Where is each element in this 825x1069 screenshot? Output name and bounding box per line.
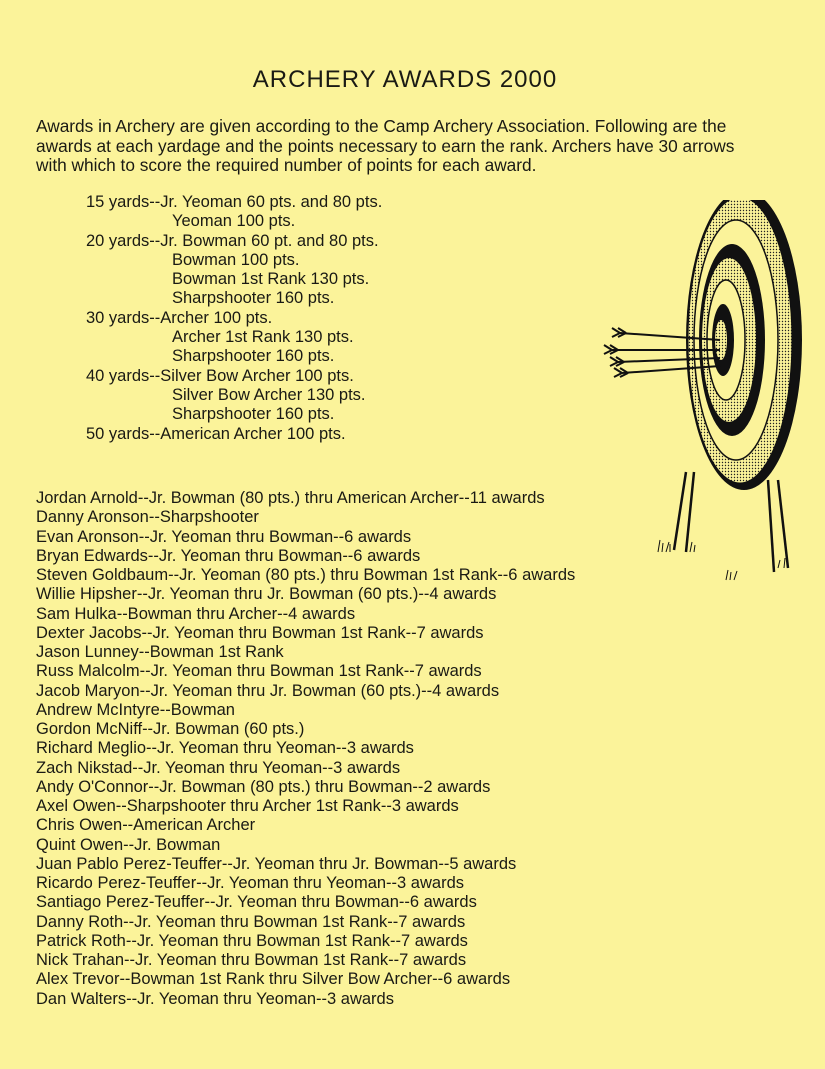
yardage-label: 20 yards-- (86, 231, 161, 250)
award-requirement: Sharpshooter 160 pts. (172, 347, 335, 366)
award-winner-entry: Ricardo Perez-Teuffer--Jr. Yeoman thru Yeoman--3 awards (36, 874, 465, 892)
award-winner-entry: Bryan Edwards--Jr. Yeoman thru Bowman--6 awards (36, 546, 421, 565)
yardage-award-row (86, 405, 506, 424)
award-winner-entry: Willie Hipsher--Jr. Yeoman thru Jr. Bowman (60 pts.)--4 awards (36, 585, 497, 604)
yardage-label: 40 yards-- (86, 366, 161, 385)
yardage-award-row (86, 425, 506, 444)
yardage-label: 30 yards-- (86, 308, 161, 327)
award-requirement: Jr. Bowman 60 pt. and 80 pts. (160, 231, 379, 250)
award-winner-entry: Andrew McIntyre--Bowman (36, 700, 235, 719)
yardage-label: 50 yards-- (86, 424, 161, 443)
intro-paragraph: Awards in Archery are given according to the Camp Archery Association. Following are the awards at each yardage and the points necessary to earn the rank. Archers have 30 arrows with which to score the required number of points for each award. (36, 116, 735, 175)
award-winner-entry: Evan Aronson--Jr. Yeoman thru Bowman--6 awards (36, 527, 412, 546)
award-requirement: Sharpshooter 160 pts. (172, 405, 335, 424)
award-winner-entry: Juan Pablo Perez-Teuffer--Jr. Yeoman thru Jr. Bowman--5 awards (36, 854, 517, 873)
award-winner-list (36, 489, 736, 1009)
page-title: ARCHERY AWARDS 2000 (252, 66, 558, 93)
award-winner-entry: Dexter Jacobs--Jr. Yeoman thru Bowman 1st Rank--7 awards (36, 623, 484, 642)
award-requirement: American Archer 100 pts. (160, 424, 346, 443)
award-requirement: Yeoman 100 pts. (172, 212, 296, 231)
award-requirement: Sharpshooter 160 pts. (172, 289, 335, 308)
award-winner-entry: Jordan Arnold--Jr. Bowman (80 pts.) thru American Archer--11 awards (36, 489, 545, 507)
award-winner-entry: Gordon McNiff--Jr. Bowman (60 pts.) (36, 720, 305, 738)
award-winner-entry: Dan Walters--Jr. Yeoman thru Yeoman--3 awards (36, 989, 394, 1008)
award-winner-entry: Danny Roth--Jr. Yeoman thru Bowman 1st Rank--7 awards (36, 912, 466, 931)
award-winner-entry: Sam Hulka--Bowman thru Archer--4 awards (36, 604, 356, 623)
award-winner-entry: Andy O'Connor--Jr. Bowman (80 pts.) thru Bowman--2 awards (36, 777, 491, 796)
award-requirement: Silver Bow Archer 130 pts. (172, 385, 366, 404)
award-winner-entry: Santiago Perez-Teuffer--Jr. Yeoman thru Bowman--6 awards (36, 893, 477, 912)
yardage-award-row (86, 347, 506, 366)
award-requirement: Bowman 100 pts. (172, 250, 300, 269)
yardage-award-row (86, 212, 506, 231)
target-face (686, 200, 802, 490)
award-winner-entry: Nick Trahan--Jr. Yeoman thru Bowman 1st Rank--7 awards (36, 951, 467, 969)
yardage-label: 15 yards-- (86, 193, 161, 211)
award-winner-entry: Russ Malcolm--Jr. Yeoman thru Bowman 1st Rank--7 awards (36, 662, 482, 681)
yardage-award-list (86, 193, 506, 444)
yardage-award-row (86, 289, 506, 308)
award-requirement: Jr. Yeoman 60 pts. and 80 pts. (160, 193, 383, 211)
award-winner-entry: Steven Goldbaum--Jr. Yeoman (80 pts.) thru Bowman 1st Rank--6 awards (36, 566, 576, 584)
yardage-award-row (86, 386, 506, 405)
award-winner-entry: Quint Owen--Jr. Bowman (36, 835, 221, 854)
award-winner-entry: Jacob Maryon--Jr. Yeoman thru Jr. Bowman (60 pts.)--4 awards (36, 681, 500, 700)
award-winner-entry: Alex Trevor--Bowman 1st Rank thru Silver Bow Archer--6 awards (36, 970, 511, 989)
award-winner-entry: Richard Meglio--Jr. Yeoman thru Yeoman--3 awards (36, 739, 414, 758)
award-winner-entry: Danny Aronson--Sharpshooter (36, 508, 259, 527)
yardage-award-row (86, 232, 506, 251)
award-requirement: Bowman 1st Rank 130 pts. (172, 270, 370, 289)
award-requirement: Archer 100 pts. (160, 308, 273, 327)
award-requirement: Archer 1st Rank 130 pts. (172, 328, 354, 347)
yardage-award-row (86, 251, 506, 270)
yardage-award-row (86, 367, 506, 386)
award-requirement: Silver Bow Archer 100 pts. (160, 366, 354, 385)
yardage-award-row (86, 309, 506, 328)
award-winner-entry: Chris Owen--American Archer (36, 816, 256, 835)
award-winner-entry: Jason Lunney--Bowman 1st Rank (36, 643, 284, 661)
yardage-award-row (86, 270, 506, 289)
yardage-award-row (86, 328, 506, 347)
award-winner-entry: Zach Nikstad--Jr. Yeoman thru Yeoman--3 awards (36, 758, 401, 777)
award-winner-entry: Axel Owen--Sharpshooter thru Archer 1st Rank--3 awards (36, 797, 459, 815)
yardage-award-row (86, 193, 506, 212)
award-winner-entry: Patrick Roth--Jr. Yeoman thru Bowman 1st Rank--7 awards (36, 931, 468, 950)
